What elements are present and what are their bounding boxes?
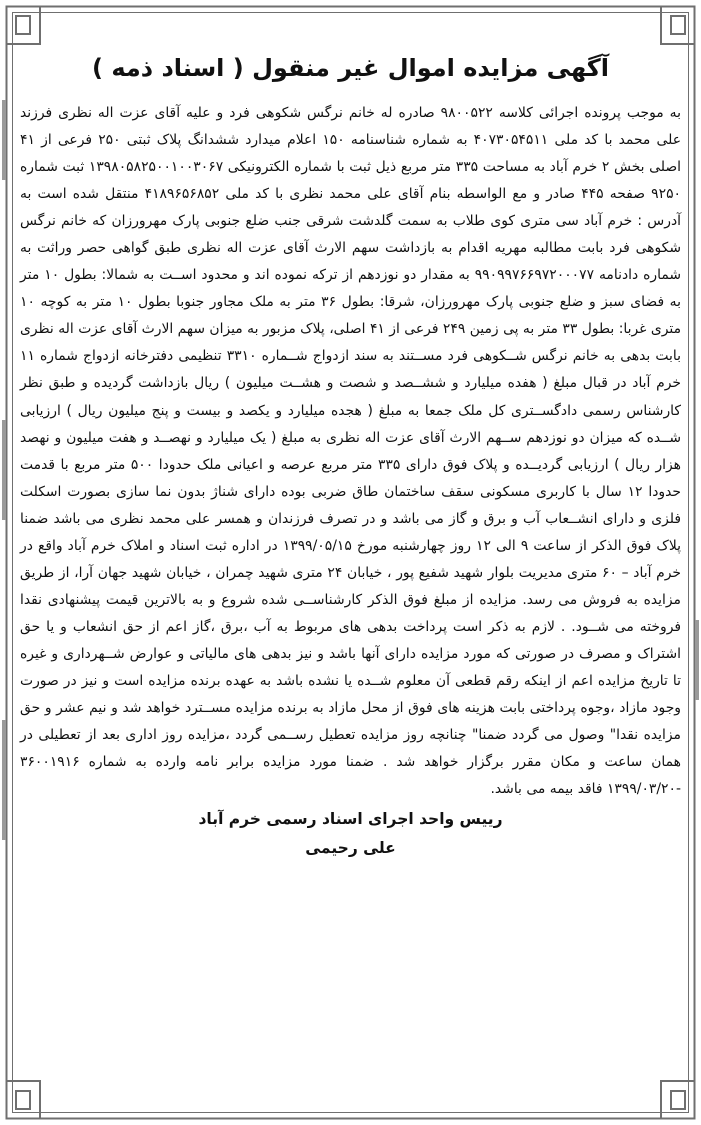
notice-title: آگهی مزایده اموال غیر منقول ( اسناد ذمه ) xyxy=(92,54,609,82)
signature-name: علی رحیمی xyxy=(305,839,396,858)
notice-body: به موجب پرونده اجرائی کلاسه ۹۸۰۰۵۲۲ صادره له خانم نرگس شکوهی فرد و علیه آقای عزت اله نظری فرزند علی محمد با کد ملی ۴۰۷۳۰۵۴۵۱۱ به شماره شناسنامه ۱۵۰ اعلام میدارد ششدانگ پلاک ثبتی ۲۵۰ فرعی از ۴۱ اصلی بخش ۲ خرم آباد به مساحت ۳۳۵ متر مربع ذیل ثبت با شماره الکترونیکی ۱۳۹۸۰۵۸۲۵۰۰۱۰۰۳۰۶۷ ثبت شماره ۹۲۵۰ صفحه ۴۴۵ صادر و مع الواسطه بنام آقای علی محمد نظری با کد ملی ۴۱۸۹۶۵۶۸۵۲ منتقل شده است به آدرس : خرم آباد سی متری کوی طلاب به سمت گلدشت شرقی جنب ضلع جنوبی پارک مهرورزان که خانم نرگس شکوهی فرد بابت مطالبه مهریه اقدام به بازداشت سهم الارث آقای عزت اله نظری طبق گواهی حصر وراثت به شماره دادنامه ۹۹۰۹۹۷۶۶۹۷۲۰۰۰۷۷ به مقدار دو نوزدهم از ترکه نموده اند و محدود اســت به شمالا: بطول ۱۰ متر به فضای سبز و ضلع جنوبی پارک مهرورزان، شرقا: بطول ۳۶ متر به ملک مجاور جنوبا بطول ۱۰ متر به کوچه ۱۰ متری غربا: بطول ۳۳ متر به پی زمین ۲۴۹ فرعی از ۴۱ اصلی، پلاک مزبور به میزان سهم الارث آقای عزت اله نظری بابت بدهی به خانم نرگس شــکوهی فرد مســتند به سند ازدواج شــماره ۳۳۱۰ تنظیمی دفترخانه ازدواج شماره ۱۱ خرم آباد در قبال مبلغ ( هفده میلیارد و ششــصد و شصت و هشــت میلیون ) ریال بازداشت گردیده و طبق نظر کارشناس رسمی دادگســتری کل ملک جمعا به مبلغ ( هجده میلیارد و یکصد و بیست و پنج میلیون ریال ) ارزیابی شــده که میزان دو نوزدهم ســهم الارث آقای عزت اله نظری به مبلغ ( یک میلیارد و نهصــد و هفت میلیون و نهصد هزار ریال ) ارزیابی گردیــده و پلاک فوق دارای ۳۳۵ متر مربع عرصه و اعیانی ملک حدودا ۵۰۰ متر مربع با قدمت حدودا ۱۲ سال با کاربری مسکونی سقف ساختمان طاق ضربی بوده دارای شناژ بدون نما سازی بصورت اسکلت فلزی و دارای انشــعاب آب و برق و گاز می باشد و در تصرف فرزندان و همسر علی محمد نظری می باشد ضمنا پلاک فوق الذکر از ساعت ۹ الی ۱۲ روز چهارشنبه مورخ ۱۳۹۹/۰۵/۱۵ در اداره ثبت اسناد و املاک خرم آباد واقع در خرم آباد – ۶۰ متری مدیریت بلوار شهید شفیع پور ، خیابان ۲۴ متری شهید چمران ، خیابان شهید جهان آرا، از طریق مزایده به فروش می رسد. مزایده از مبلغ فوق الذکر کارشناســی شده شروع و به بالاترین قیمت پیشنهادی نقدا فروخته می شــود. . لازم به ذکر است پرداخت بدهی های مربوط به آب ،برق ،گاز اعم از حق انشعاب و یا حق اشتراک و مصرف در صورتی که مورد مزایده دارای آنها باشد و نیز بدهی های مالیاتی و عوارض شــهرداری و غیره تا تاریخ مزایده اعم از اینکه رقم قطعی آن معلوم شــده یا نشده باشد به عهده برنده مزایده است و نیز در صورت وجود مازاد ،وجوه پرداختی بابت هزینه های فوق از محل مازاد به برنده مزایده مســترد خواهد شد و نیم عشر و حق مزایده نقدا" وصول می گردد ضمنا" چنانچه روز مزایده تعطیل رســمی گردد ،مزایده روز اداری بعد از تعطیلی در همان ساعت و مکان مقرر برگزار خواهد شد . ضمنا مورد مزایده برابر نامه وارده به شماره ۳۶۰۰۱۹۱۶ -۱۳۹۹/۰۳/۲۰ فاقد بیمه می باشد. xyxy=(20,105,682,798)
notice-content xyxy=(14,26,687,1106)
signature-office: رییس واحد اجرای اسناد رسمی خرم آباد xyxy=(198,810,503,829)
